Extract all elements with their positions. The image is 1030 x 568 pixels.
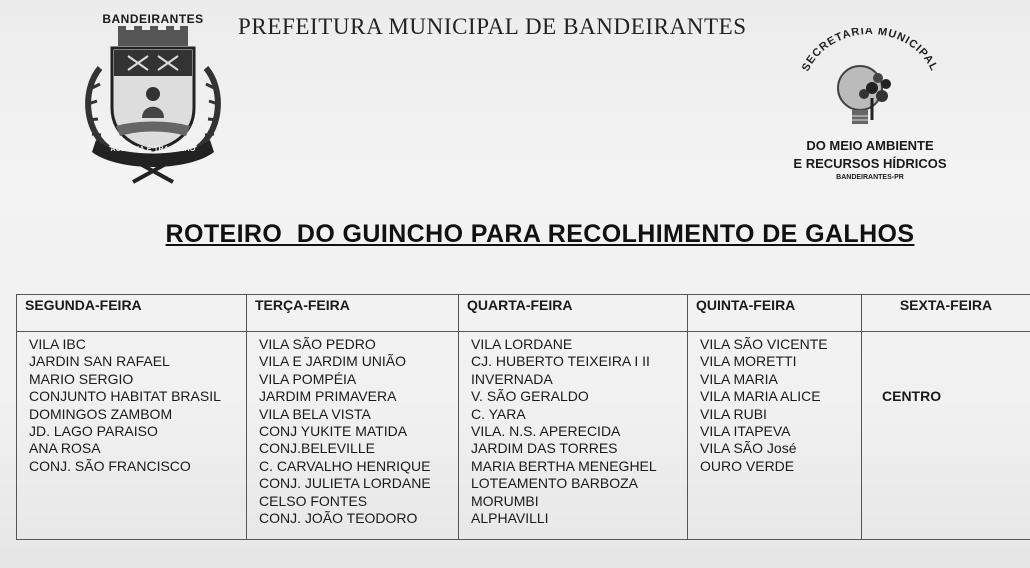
list-item: CONJ. JOÃO TEODORO <box>259 510 418 527</box>
sexta-cell <box>862 332 1030 540</box>
secretaria-arc-text: SECRETARIA MUNICIPAL <box>799 28 941 74</box>
list-item: MARIO SERGIO <box>29 370 134 387</box>
list-item: CONJ. JULIETA LORDANE <box>259 475 431 492</box>
crest-motto: AUDÁCIA E TRABALHO <box>110 146 196 153</box>
list-item: VILA SÃO PEDRO <box>259 336 376 352</box>
list-item: VILA E JARDIM UNIÃO <box>259 353 407 370</box>
crest-name: BANDEIRANTES <box>102 12 204 26</box>
list-item: MARIA BERTHA MENEGHEL <box>471 457 657 474</box>
list-item: VILA BELA VISTA <box>259 405 371 422</box>
list-item: VILA. N.S. APERECIDA <box>471 423 621 440</box>
list-item: VILA IBC <box>29 336 86 352</box>
list-item: MORUMBI <box>471 492 539 509</box>
secretaria-name-line2: E RECURSOS HÍDRICOS <box>793 156 947 171</box>
list-item: ALPHAVILLI <box>471 510 549 527</box>
segunda-cell <box>17 332 247 540</box>
header-sexta: SEXTA-FEIRA <box>862 295 1030 332</box>
schedule-table <box>16 294 1030 540</box>
list-item: CELSO FONTES <box>259 492 368 509</box>
list-item: VILA SÃO José <box>700 440 797 457</box>
quinta-cell <box>688 332 862 540</box>
quarta-cell <box>459 332 688 540</box>
list-item: VILA MORETTI <box>700 353 797 370</box>
list-item: LOTEAMENTO BARBOZA <box>471 475 638 492</box>
list-item: CONJUNTO HABITAT BRASIL <box>29 388 221 405</box>
svg-text:SECRETARIA MUNICIPAL <box>800 28 940 73</box>
list-item: JARDIN SAN RAFAEL <box>29 353 170 370</box>
list-item: V. SÃO GERALDO <box>471 388 589 405</box>
schedule-header-row <box>17 295 1030 332</box>
secretaria-logo <box>790 28 950 188</box>
list-item: ANA ROSA <box>29 440 101 457</box>
crest-emblem-icon <box>78 8 228 186</box>
list-item: CONJ YUKITE MATIDA <box>259 423 408 440</box>
list-item: VILA ITAPEVA <box>700 423 791 440</box>
lightbulb-tree-icon <box>790 28 950 138</box>
list-item: VILA LORDANE <box>471 336 573 352</box>
document-title: ROTEIRO DO GUINCHO PARA RECOLHIMENTO DE GALHOS <box>165 220 915 248</box>
secretaria-name-line1: DO MEIO AMBIENTE <box>806 138 934 153</box>
header-segunda: SEGUNDA-FEIRA <box>17 295 247 332</box>
list-item: OURO VERDE <box>700 457 795 474</box>
header-quinta: QUINTA-FEIRA <box>688 295 862 332</box>
header-quarta: QUARTA-FEIRA <box>459 295 688 332</box>
list-item: CENTRO <box>882 388 942 404</box>
secretaria-city: BANDEIRANTES-PR <box>836 174 904 181</box>
list-item: JARDIM PRIMAVERA <box>259 388 397 405</box>
list-item: CONJ. SÃO FRANCISCO <box>29 457 191 474</box>
list-item: VILA RUBI <box>700 405 767 422</box>
list-item: VILA MARIA <box>700 370 778 387</box>
list-item: C. YARA <box>471 405 526 422</box>
header-terca: TERÇA-FEIRA <box>247 295 459 332</box>
list-item: DOMINGOS ZAMBOM <box>29 405 173 422</box>
page-header-title: PREFEITURA MUNICIPAL DE BANDEIRANTES <box>238 14 747 39</box>
list-item: INVERNADA <box>471 370 553 387</box>
schedule-body-row <box>17 332 1030 540</box>
terca-cell <box>247 332 459 540</box>
list-item: CONJ.BELEVILLE <box>259 440 375 457</box>
list-item: VILA SÃO VICENTE <box>700 336 828 352</box>
list-item: C. CARVALHO HENRIQUE <box>259 457 431 474</box>
list-item: JD. LAGO PARAISO <box>29 423 158 440</box>
list-item: CJ. HUBERTO TEIXEIRA I II <box>471 353 650 370</box>
list-item: JARDIM DAS TORRES <box>471 440 618 457</box>
municipal-crest <box>78 8 228 186</box>
list-item: VILA POMPÉIA <box>259 370 357 387</box>
list-item: VILA MARIA ALICE <box>700 388 821 405</box>
